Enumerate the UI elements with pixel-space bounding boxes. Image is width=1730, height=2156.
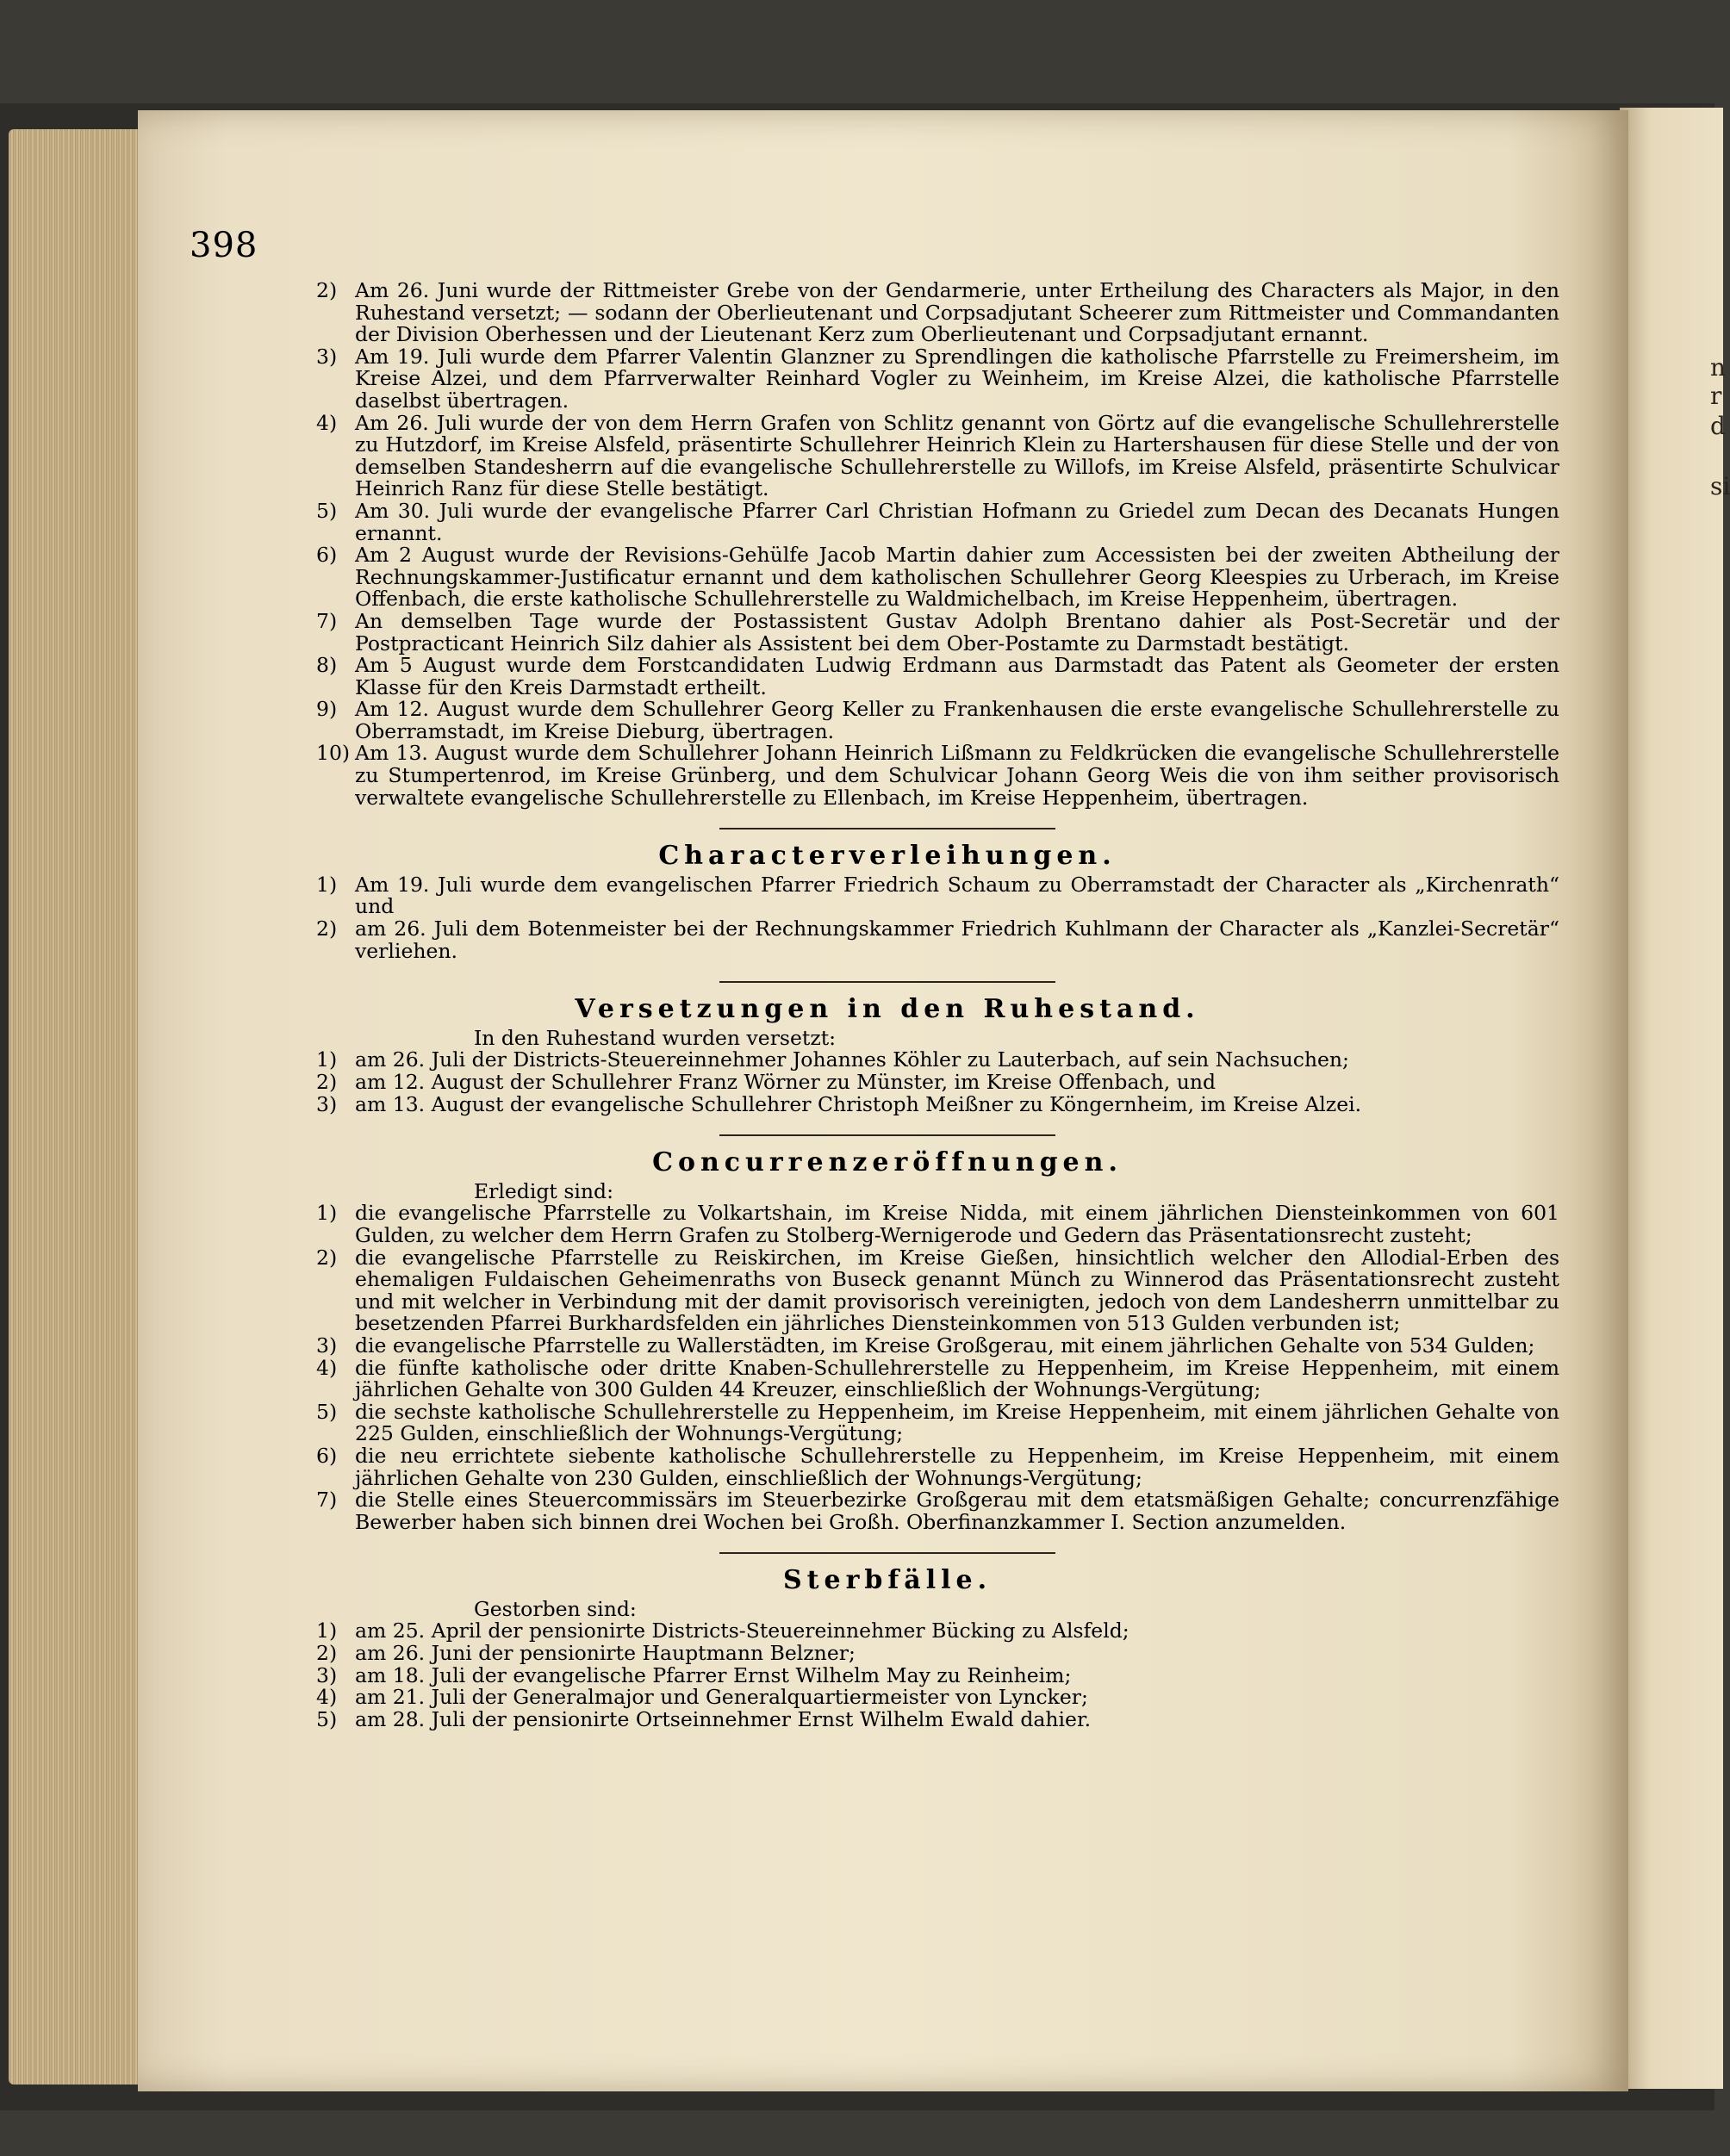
list-item [316, 1641, 1559, 1666]
item-text: die sechste katholische Schullehrerstelle zu Heppenheim, im Kreise Heppenheim, mit einem jährlichen Gehalte von 225 Gulden, einschließlich der Wohnungs-Vergütung; [355, 1399, 1559, 1446]
list-item [316, 697, 1559, 743]
list-item [316, 741, 1559, 810]
item-number: 5) [316, 498, 338, 523]
list-item [316, 1201, 1559, 1247]
item-number: 6) [316, 543, 338, 568]
item-number: 2) [316, 1641, 338, 1666]
item-text: Am 13. August wurde dem Schullehrer Johann Heinrich Lißmann zu Feldkrücken die evangelische Schullehrerstelle zu Stumpertenrod, im Kreise Grünberg, und dem Schulvicar Johann Georg Weis die von ihm seither provisorisch verwaltete evangelische Schullehrerstelle zu Ellenbach, im Kreise Heppenheim, übertragen. [355, 741, 1559, 810]
ruhestand-list [215, 1049, 1559, 1115]
list-item [316, 608, 1559, 655]
item-text: Am 5 August wurde dem Forstcandidaten Ludwig Erdmann aus Darmstadt das Patent als Geometer der ersten Klasse für den Kreis Darmstadt ertheilt. [355, 653, 1559, 699]
list-item [316, 410, 1559, 501]
section-divider [719, 828, 1055, 829]
list-item [316, 1706, 1559, 1731]
list-item [316, 278, 1559, 347]
item-number: 5) [316, 1706, 338, 1731]
item-number: 7) [316, 1488, 338, 1513]
item-text: am 26. Juli der Districts-Steuereinnehmer Johannes Köhler zu Lauterbach, auf sein Nachsuchen; [355, 1047, 1349, 1072]
list-item [316, 1399, 1559, 1446]
item-text: am 18. Juli der evangelische Pfarrer Ernst Wilhelm May zu Reinheim; [355, 1662, 1072, 1687]
sterbfaelle-list [215, 1620, 1559, 1730]
item-number: 10) [316, 741, 351, 766]
page-text [215, 280, 1559, 1730]
next-page-fragment: n [1710, 353, 1727, 382]
list-item [316, 498, 1559, 545]
section-intro: Gestorben sind: [474, 1596, 637, 1621]
list-item [316, 1091, 1559, 1116]
item-number: 4) [316, 410, 338, 435]
item-number: 1) [316, 872, 338, 897]
item-text: Am 26. Juli wurde der von dem Herrn Grafen von Schlitz genannt von Görtz auf die evangelische Schullehrerstelle zu Hutzdorf, im Kreise Alsfeld, präsentirte Schullehrer Heinrich Klein zu Hartershausen für diese Stelle und der von demselben Standesherrn auf die evangelische Schullehrerstelle zu Willofs, im Kreise Alsfeld, präsentirte Schulvicar Heinrich Ranz für diese Stelle bestätigt. [355, 410, 1559, 501]
list-item [316, 1619, 1559, 1643]
item-number: 8) [316, 653, 338, 678]
item-number: 6) [316, 1443, 338, 1468]
page-number: 398 [190, 226, 258, 265]
item-number: 3) [316, 1091, 338, 1116]
section-intro: In den Ruhestand wurden versetzt: [474, 1025, 837, 1050]
list-item [316, 872, 1559, 919]
concurrenz-list [215, 1202, 1559, 1533]
item-text: die fünfte katholische oder dritte Knaben-Schullehrerstelle zu Heppenheim, im Kreise Heppenheim, mit einem jährlichen Gehalte von 300 Gulden 44 Kreuzer, einschließlich der Wohnungs-Vergütung; [355, 1355, 1559, 1402]
section-intro: Erledigt sind: [474, 1178, 613, 1203]
item-number: 7) [316, 608, 338, 633]
characterverleihungen-list [215, 874, 1559, 962]
item-number: 2) [316, 1245, 338, 1270]
item-text: Am 19. Juli wurde dem evangelischen Pfarrer Friedrich Schaum zu Oberramstadt der Character als „Kirchenrath“ und [355, 872, 1559, 919]
item-text: am 21. Juli der Generalmajor und Generalquartiermeister von Lyncker; [355, 1685, 1088, 1710]
item-text: am 25. April der pensionirte Districts-Steuereinnehmer Bücking zu Alsfeld; [355, 1619, 1129, 1643]
item-text: die neu errichtete siebente katholische Schullehrerstelle zu Heppenheim, im Kreise Heppenheim, mit einem jährlichen Gehalte von 230 Gulden, einschließlich der Wohnungs-Vergütung; [355, 1443, 1559, 1490]
item-number: 2) [316, 278, 338, 302]
section-heading-sterbfaelle: Sterbfälle. [782, 1565, 993, 1596]
item-number: 5) [316, 1399, 338, 1424]
section-divider [719, 1134, 1055, 1136]
item-text: An demselben Tage wurde der Postassistent Gustav Adolph Brentano dahier als Post-Secretär und der Postpracticant Heinrich Silz dahier als Assistent bei dem Ober-Postamte zu Darmstadt bestätigt. [355, 608, 1559, 655]
list-item [316, 344, 1559, 413]
item-number: 2) [316, 1070, 338, 1094]
section-divider [719, 1552, 1055, 1554]
item-number: 9) [316, 697, 338, 722]
section-heading-characterverleihungen: Characterverleihungen. [658, 841, 1117, 872]
item-text: am 12. August der Schullehrer Franz Wörner zu Münster, im Kreise Offenbach, und [355, 1070, 1217, 1094]
item-number: 1) [316, 1047, 338, 1072]
page-edges [9, 129, 151, 2085]
item-text: die evangelische Pfarrstelle zu Reiskirchen, im Kreise Gießen, hinsichtlich welcher den Allodial-Erben des ehemaligen Fuldaischen Geheimenraths von Buseck genannt Münch zu Winnerod das Präsentationsrecht zusteht und mit welcher in Verbindung mit der damit provisorisch vereinigten, jedoch von dem Landesherrn unmittelbar zu besetzenden Pfarrei Burkhardsfelden ein jährliches Diensteinkommen von 513 Gulden verbunden ist; [355, 1245, 1559, 1336]
item-number: 1) [316, 1619, 338, 1643]
item-text: Am 2 August wurde der Revisions-Gehülfe Jacob Martin dahier zum Accessisten bei der zweiten Abtheilung der Rechnungskammer-Justificatur ernannt und dem katholischen Schullehrer Georg Kleespies zu Urberach, im Kreise Offenbach, die erste katholische Schullehrerstelle zu Waldmichelbach, im Kreise Heppenheim, übertragen. [355, 543, 1559, 612]
next-page-fragment: d [1710, 412, 1726, 440]
next-page-margin [1620, 108, 1723, 2089]
list-item [316, 543, 1559, 612]
section-divider [719, 981, 1055, 983]
item-text: am 26. Juli dem Botenmeister bei der Rechnungskammer Friedrich Kuhlmann der Character als „Kanzlei-Secretär“ verliehen. [355, 916, 1559, 963]
list-item [316, 1070, 1559, 1094]
item-text: die Stelle eines Steuercommissärs im Steuerbezirke Großgerau mit dem etatsmäßigen Gehalte; concurrenzfähige Bewerber haben sich binnen drei Wochen bei Großh. Oberfinanzkammer I. Section anzumelden. [355, 1488, 1559, 1534]
item-text: am 26. Juni der pensionirte Hauptmann Belzner; [355, 1641, 856, 1666]
section-heading-concurrenz: Concurrenzeröffnungen. [652, 1147, 1123, 1178]
ernennungen-list [215, 280, 1559, 809]
list-item [316, 653, 1559, 699]
item-text: Am 30. Juli wurde der evangelische Pfarrer Carl Christian Hofmann zu Griedel zum Decan des Decanats Hungen ernannt. [355, 498, 1559, 545]
item-text: die evangelische Pfarrstelle zu Volkartshain, im Kreise Nidda, mit einem jährlichen Diensteinkommen von 601 Gulden, zu welcher dem Herrn Grafen zu Stolberg-Wernigerode und Gedern das Präsentationsrecht zusteht; [355, 1201, 1559, 1247]
list-item [316, 1443, 1559, 1490]
next-page-fragment: si [1710, 472, 1730, 500]
item-number: 4) [316, 1685, 338, 1710]
list-item [316, 1047, 1559, 1072]
list-item [316, 1245, 1559, 1336]
item-number: 2) [316, 916, 338, 941]
list-item [316, 1333, 1559, 1358]
list-item [316, 1488, 1559, 1534]
item-text: Am 12. August wurde dem Schullehrer Georg Keller zu Frankenhausen die erste evangelische Schullehrerstelle zu Oberramstadt, im Kreise Dieburg, übertragen. [355, 697, 1559, 743]
section-heading-ruhestand: Versetzungen in den Ruhestand. [575, 994, 1200, 1025]
item-number: 3) [316, 344, 338, 369]
item-text: am 13. August der evangelische Schullehrer Christoph Meißner zu Köngernheim, im Kreise Alzei. [355, 1091, 1362, 1116]
list-item [316, 1355, 1559, 1402]
item-number: 3) [316, 1333, 338, 1358]
list-item [316, 1662, 1559, 1687]
list-item [316, 916, 1559, 963]
item-text: Am 19. Juli wurde dem Pfarrer Valentin Glanzner zu Sprendlingen die katholische Pfarrstelle zu Freimersheim, im Kreise Alzei, und dem Pfarrverwalter Reinhard Vogler zu Weinheim, im Kreise Alzei, die katholische Pfarrstelle daselbst übertragen. [355, 344, 1559, 413]
item-text: Am 26. Juni wurde der Rittmeister Grebe von der Gendarmerie, unter Ertheilung des Characters als Major, in den Ruhestand versetzt; — sodann der Oberlieutenant und Corpsadjutant Scheerer zum Rittmeister und Commandanten der Division Oberhessen und der Lieutenant Kerz zum Oberlieutenant und Corpsadjutant ernannt. [355, 278, 1559, 347]
item-number: 1) [316, 1201, 338, 1226]
item-number: 3) [316, 1662, 338, 1687]
item-text: am 28. Juli der pensionirte Ortseinnehmer Ernst Wilhelm Ewald dahier. [355, 1706, 1092, 1731]
item-number: 4) [316, 1355, 338, 1380]
item-text: die evangelische Pfarrstelle zu Wallerstädten, im Kreise Großgerau, mit einem jährlichen Gehalte von 534 Gulden; [355, 1333, 1535, 1358]
list-item [316, 1685, 1559, 1710]
next-page-fragment: r [1710, 382, 1722, 410]
